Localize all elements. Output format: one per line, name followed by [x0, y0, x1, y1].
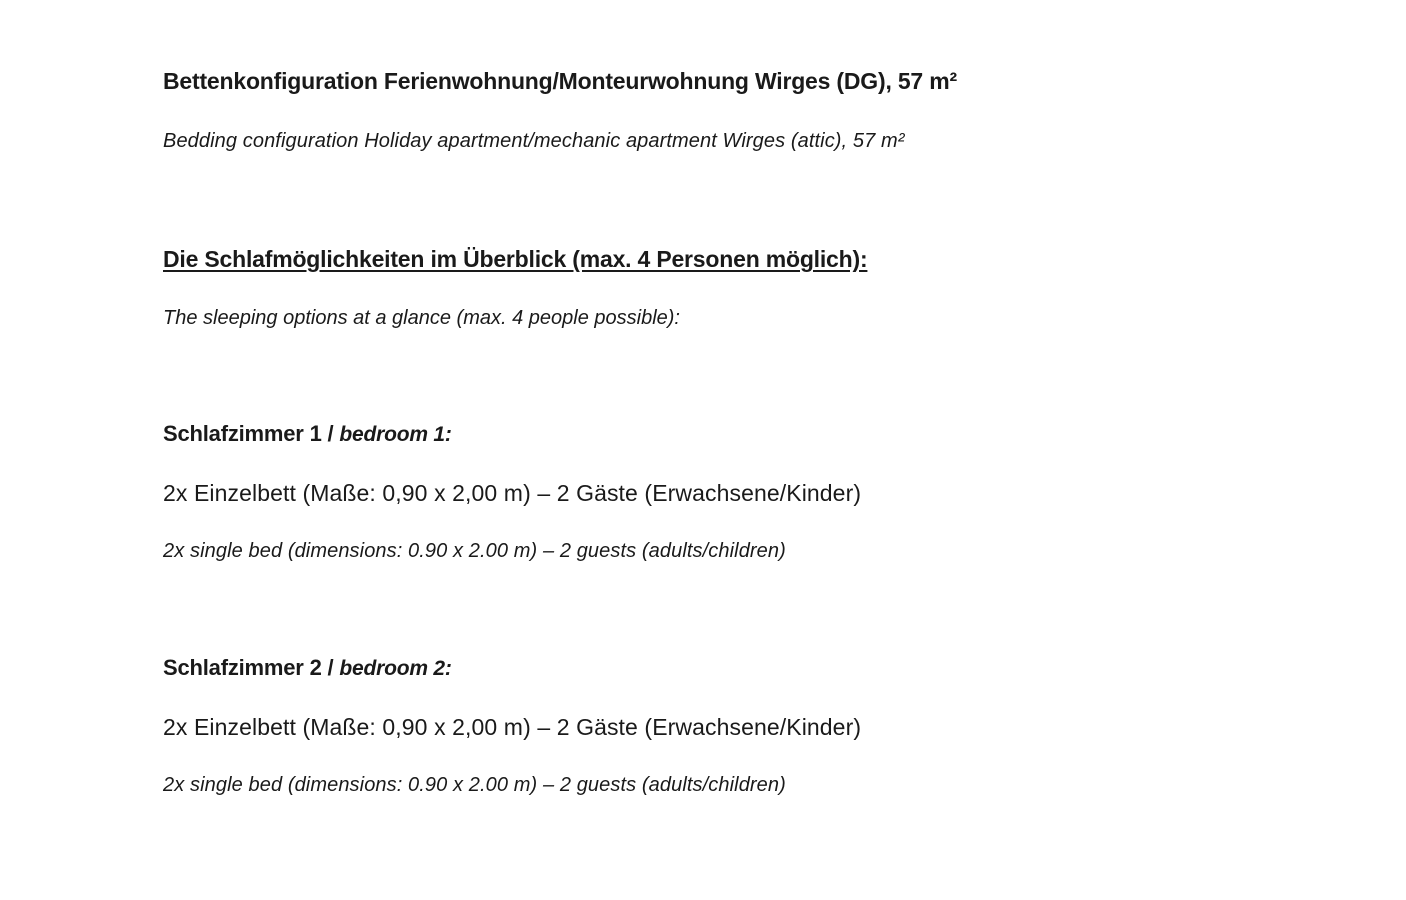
bedroom-2-heading — [163, 657, 452, 679]
bedroom-2-heading-english: bedroom 2: — [339, 657, 452, 680]
bedroom-1-bed-german: 2x Einzelbett (Maße: 0,90 x 2,00 m) – 2 Gäste (Erwachsene/Kinder) — [163, 480, 862, 506]
bedroom-1-heading-english: bedroom 1: — [339, 423, 452, 446]
bedroom-1-bed-english: 2x single bed (dimensions: 0.90 x 2.00 m) – 2 guests (adults/children) — [163, 540, 786, 562]
bedroom-2-bed-english: 2x single bed (dimensions: 0.90 x 2.00 m) – 2 guests (adults/children) — [163, 774, 786, 796]
document-title-english: Bedding configuration Holiday apartment/mechanic apartment Wirges (attic), 57 m² — [163, 130, 905, 152]
overview-heading-english: The sleeping options at a glance (max. 4 people possible): — [163, 307, 680, 329]
bedroom-1-heading — [163, 423, 452, 445]
document-title-german: Bettenkonfiguration Ferienwohnung/Monteurwohnung Wirges (DG), 57 m² — [163, 68, 957, 94]
bedroom-2-bed-german: 2x Einzelbett (Maße: 0,90 x 2,00 m) – 2 Gäste (Erwachsene/Kinder) — [163, 714, 862, 740]
overview-heading-german: Die Schlafmöglichkeiten im Überblick (max. 4 Personen möglich): — [163, 246, 868, 272]
bedroom-2-heading-german: Schlafzimmer 2 — [163, 655, 322, 680]
bedroom-2-heading-separator: / — [321, 655, 340, 680]
bedroom-1-heading-german: Schlafzimmer 1 — [163, 421, 322, 446]
bedroom-1-heading-separator: / — [321, 421, 340, 446]
document-page — [163, 0, 1343, 900]
